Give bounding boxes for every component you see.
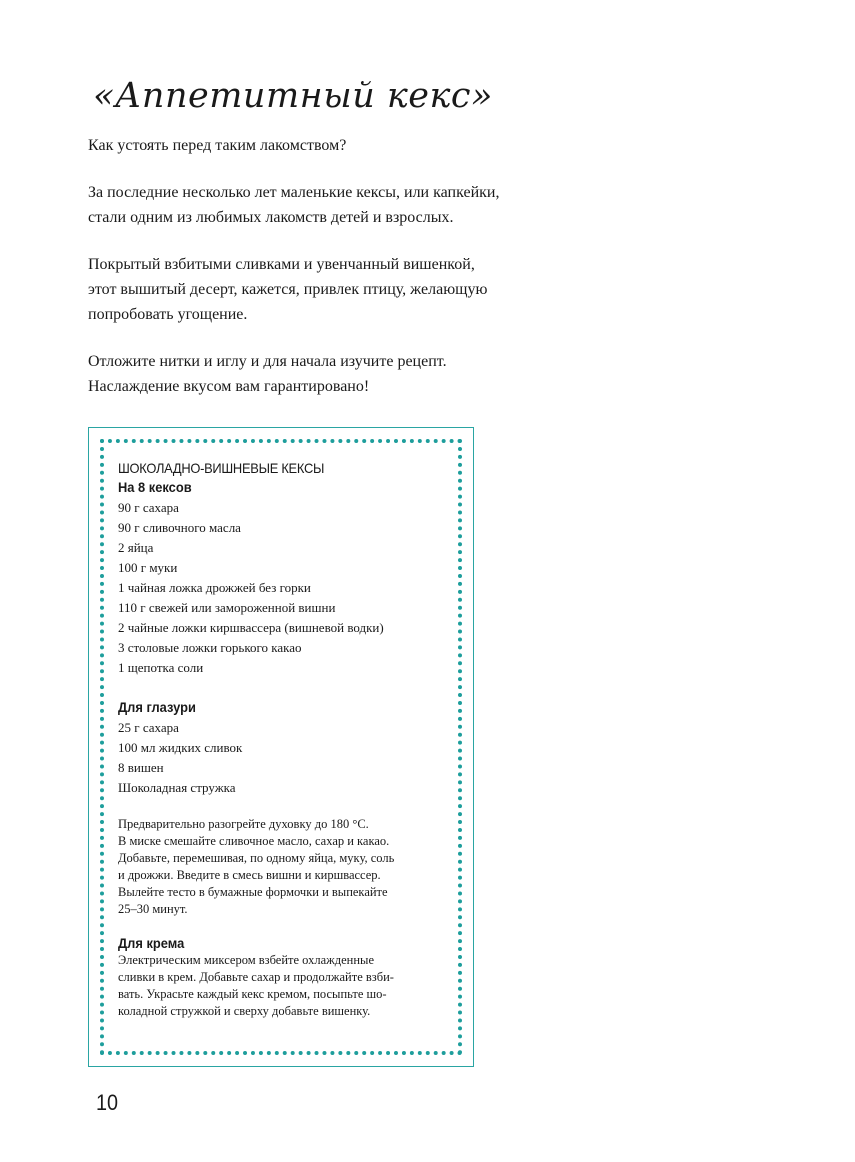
yield-heading: На 8 кексов — [118, 479, 192, 495]
ingredient-item: 1 чайная ложка дрожжей без горки — [118, 580, 311, 595]
intro-line: Покрытый взбитыми сливками и увенчанный вишенкой, — [88, 256, 475, 273]
glaze-ingredient-item: 25 г сахара — [118, 720, 179, 735]
ingredient-item: 90 г сливочного масла — [118, 520, 241, 535]
intro-line: За последние несколько лет маленькие кексы, или капкейки, — [88, 184, 500, 201]
cream-line: сливки в крем. Добавьте сахар и продолжайте взби- — [118, 970, 394, 984]
method-line: Добавьте, перемешивая, по одному яйца, муку, соль — [118, 851, 395, 865]
glaze-ingredient-item: 100 мл жидких сливок — [118, 740, 243, 755]
ingredient-item: 100 г муки — [118, 560, 178, 575]
page-title: «Аппетитный кекс» — [93, 76, 493, 116]
ingredient-item: 110 г свежей или замороженной вишни — [118, 600, 336, 615]
intro-paragraph — [88, 252, 588, 327]
cream-line: вать. Украсьте каждый кекс кремом, посыпьте шо- — [118, 987, 387, 1001]
intro-paragraph — [88, 349, 588, 399]
intro-text — [88, 133, 588, 421]
intro-line: этот вышитый десерт, кажется, привлек птицу, желающую — [88, 281, 488, 298]
method-line: Предварительно разогрейте духовку до 180 °С. — [118, 817, 369, 831]
intro-line: Отложите нитки и иглу и для начала изучите рецепт. — [88, 353, 447, 370]
method-line: Вылейте тесто в бумажные формочки и выпекайте — [118, 885, 388, 899]
page-number: 10 — [96, 1090, 119, 1115]
intro-line: попробовать угощение. — [88, 306, 248, 323]
cream-line: Электрическим миксером взбейте охлажденные — [118, 953, 374, 967]
ingredients-list — [118, 498, 458, 678]
ingredient-item: 2 яйца — [118, 540, 154, 555]
cream-heading: Для крема — [118, 935, 185, 951]
glaze-ingredient-item: 8 вишен — [118, 760, 164, 775]
recipe-card — [118, 458, 458, 1020]
cream-line: коладной стружкой и сверху добавьте вишенку. — [118, 1004, 371, 1018]
intro-line: Наслаждение вкусом вам гарантировано! — [88, 378, 370, 395]
ingredient-item: 90 г сахара — [118, 500, 179, 515]
method-line: В миске смешайте сливочное масло, сахар и какао. — [118, 834, 390, 848]
glaze-ingredients-list — [118, 718, 458, 798]
glaze-ingredient-item: Шоколадная стружка — [118, 780, 236, 795]
ingredient-item: 2 чайные ложки киршвассера (вишневой водки) — [118, 620, 384, 635]
ingredient-item: 3 столовые ложки горького какао — [118, 640, 302, 655]
cream-paragraph — [118, 952, 458, 1020]
ingredient-item: 1 щепотка соли — [118, 660, 204, 675]
glaze-heading: Для глазури — [118, 699, 196, 715]
intro-line: Как устоять перед таким лакомством? — [88, 137, 347, 154]
intro-paragraph — [88, 133, 588, 158]
method-line: и дрожжи. Введите в смесь вишни и киршвассер. — [118, 868, 381, 882]
intro-line: стали одним из любимых лакомств детей и взрослых. — [88, 209, 454, 226]
method-paragraph — [118, 816, 458, 918]
method-line: 25–30 минут. — [118, 902, 188, 916]
intro-paragraph — [88, 180, 588, 230]
recipe-title: ШОКОЛАДНО-ВИШНЕВЫЕ КЕКСЫ — [118, 460, 325, 476]
